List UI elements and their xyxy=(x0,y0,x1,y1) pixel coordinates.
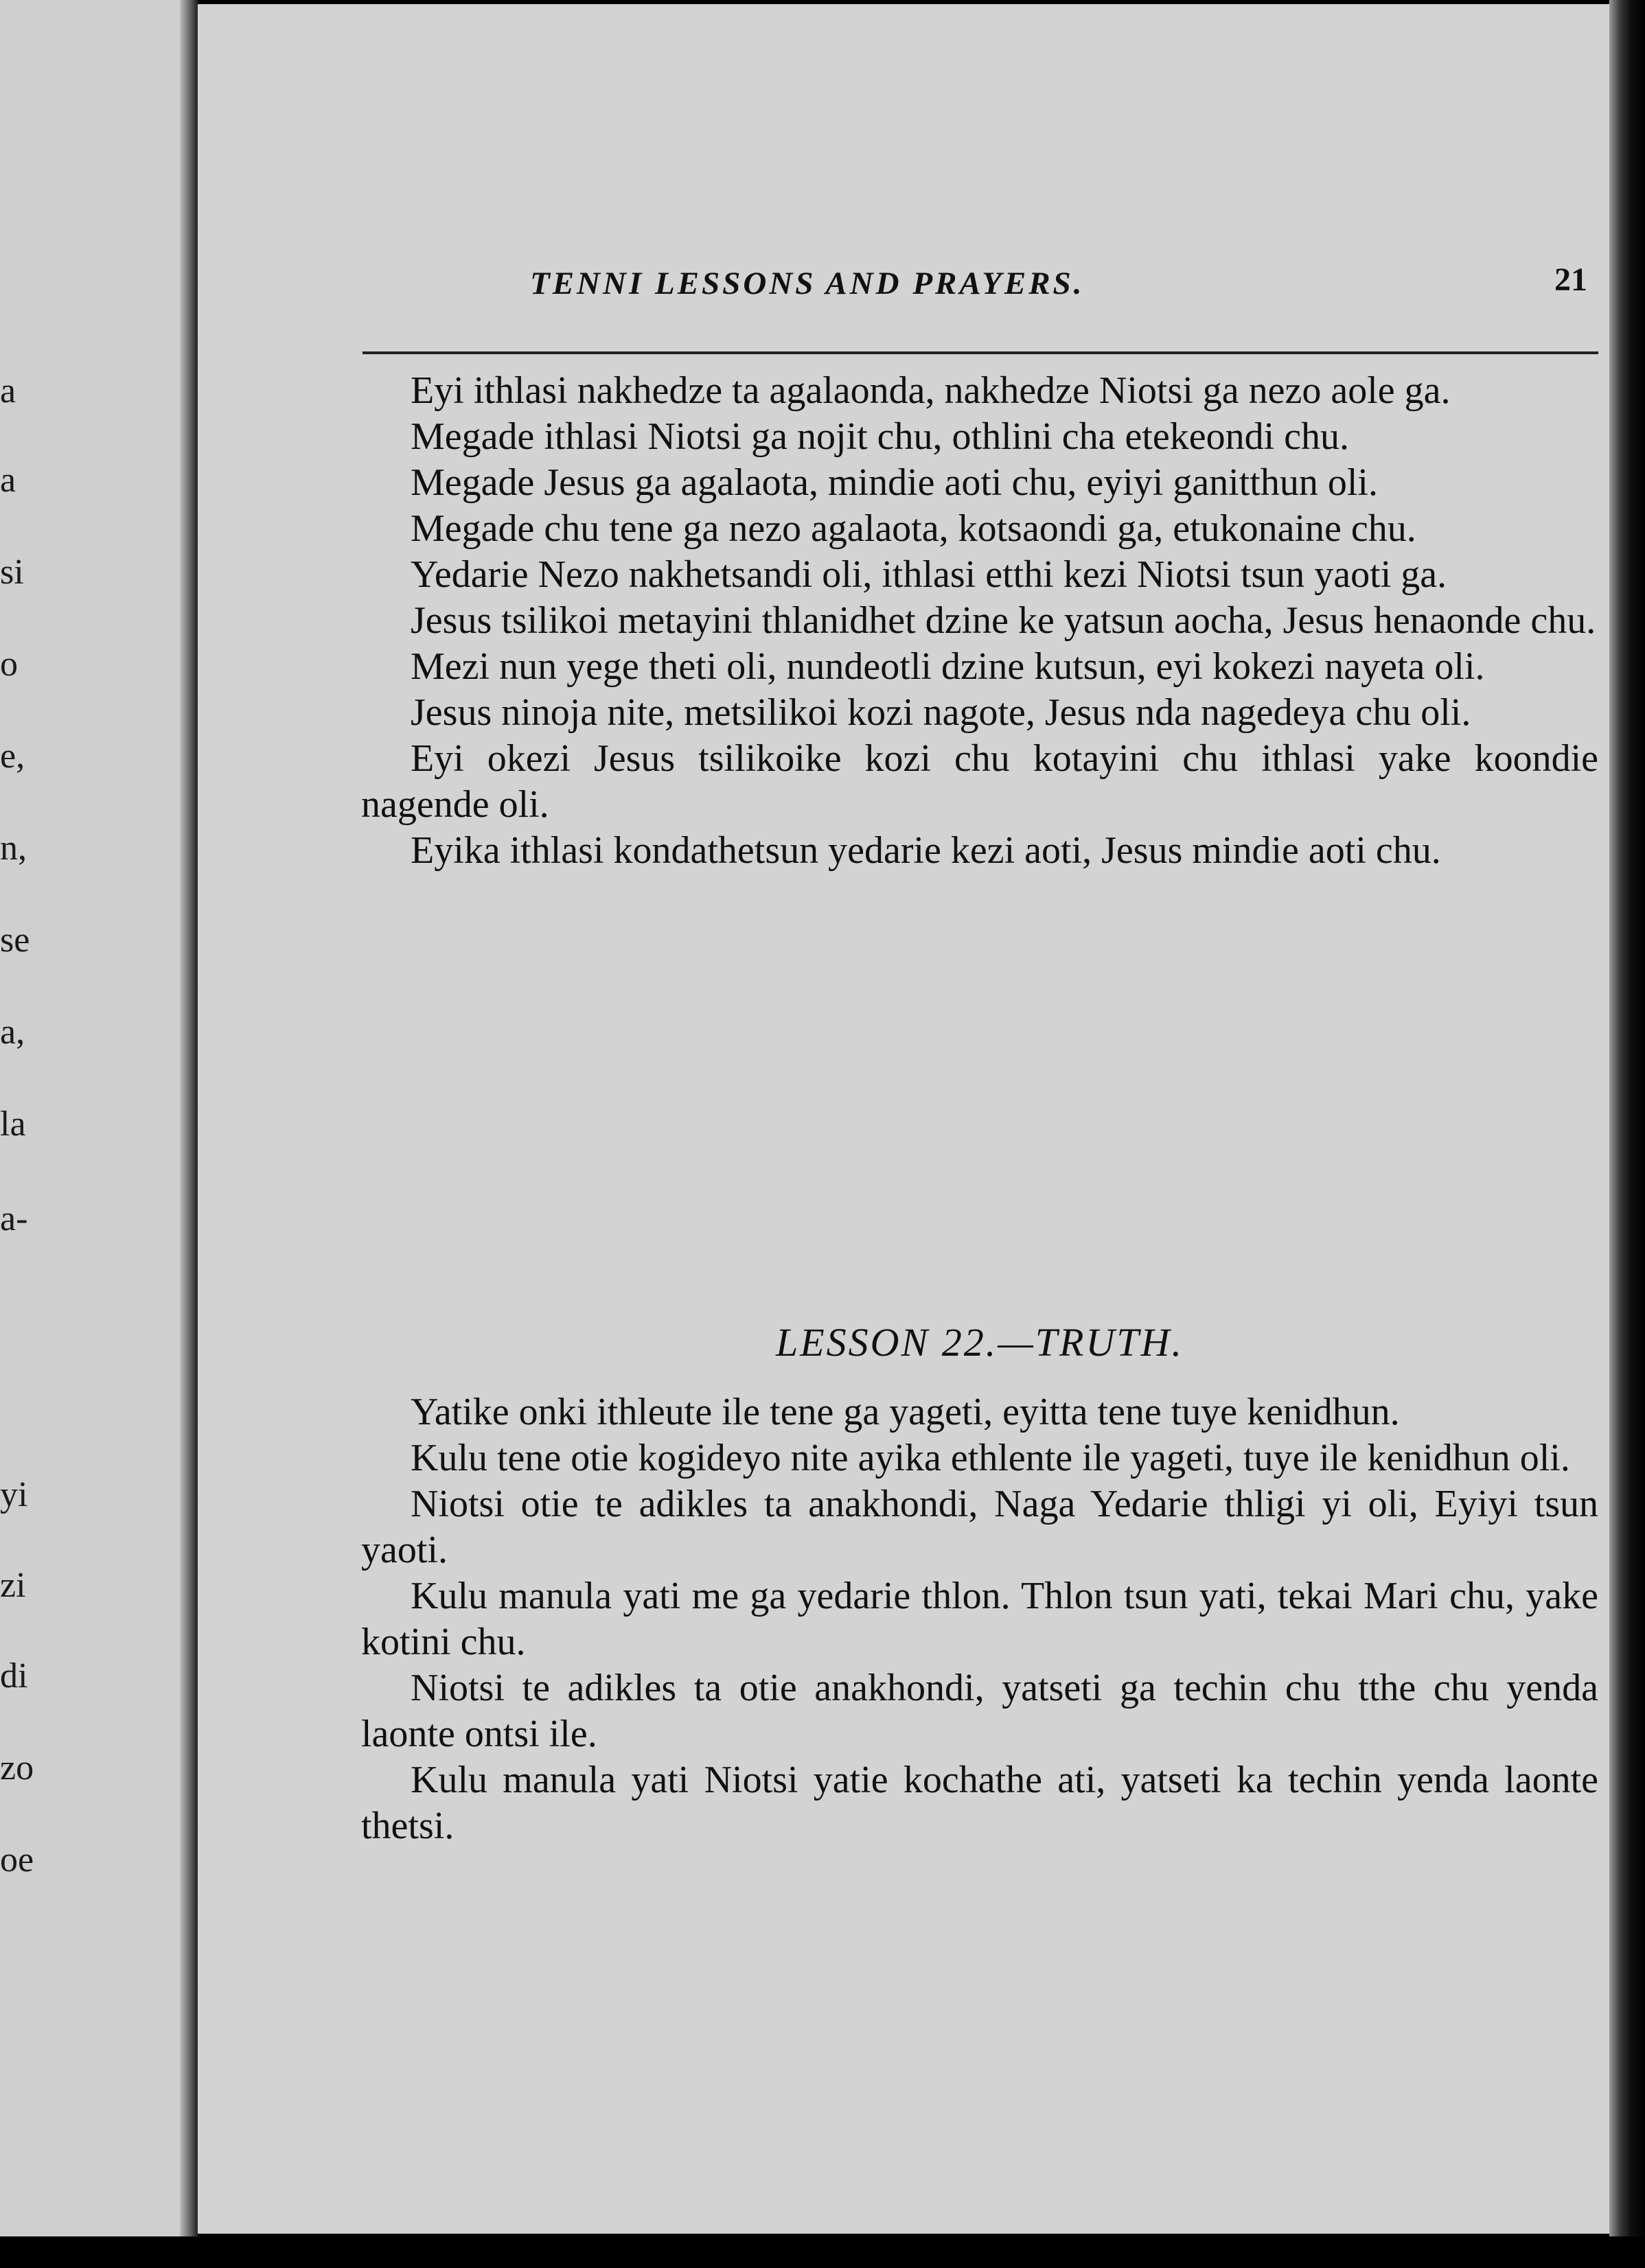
paragraph: Yedarie Nezo nakhetsandi oli, ithlasi etthi kezi Niotsi tsun yaoti ga. xyxy=(411,553,1447,596)
paragraph: Kulu tene otie kogideyo nite ayika ethlente ile yageti, tuye ile kenidhun oli. xyxy=(411,1437,1570,1479)
paragraph: Jesus ninoja nite, metsilikoi kozi nagote, Jesus nda nagedeya chu oli. xyxy=(411,691,1471,734)
left-fragment: a xyxy=(0,461,16,500)
right-page xyxy=(198,4,1612,2234)
left-fragment: o xyxy=(0,645,18,684)
paragraph: Yatike onki ithleute ile tene ga yageti, eyitta tene tuye kenidhun. xyxy=(411,1391,1400,1433)
paragraph: Kulu manula yati me ga yedarie thlon. Thlon tsun yati, tekai Mari chu, yake kotini chu. xyxy=(361,1575,1598,1663)
book-gutter xyxy=(180,0,196,2239)
left-fragment: a, xyxy=(0,1012,25,1052)
left-fragment: si xyxy=(0,553,24,592)
left-page-text-fragments xyxy=(0,0,194,2239)
left-fragment: yi xyxy=(0,1475,28,1514)
left-facing-page xyxy=(0,0,198,2239)
running-head xyxy=(530,262,1587,313)
lesson-heading: LESSON 22.—TRUTH. xyxy=(775,1320,1184,1365)
running-title: TENNI LESSONS AND PRAYERS. xyxy=(530,266,1085,301)
paragraph: Mezi nun yege theti oli, nundeotli dzine kutsun, eyi kokezi nayeta oli. xyxy=(411,645,1485,688)
header-rule xyxy=(363,351,1598,354)
left-fragment: a- xyxy=(0,1199,28,1238)
left-fragment: zo xyxy=(0,1748,34,1787)
paragraph: Eyi ithlasi nakhedze ta agalaonda, nakhedze Niotsi ga nezo aole ga. xyxy=(411,369,1451,412)
lower-text-block xyxy=(361,1389,1598,1849)
paragraph: Niotsi otie te adikles ta anakhondi, Naga Yedarie thligi yi oli, Eyiyi tsun yaoti. xyxy=(361,1483,1598,1571)
paragraph: Jesus tsilikoi metayini thlanidhet dzine ke yatsun aocha, Jesus henaonde chu. xyxy=(411,599,1596,642)
left-fragment: zi xyxy=(0,1566,26,1605)
left-fragment: la xyxy=(0,1104,26,1144)
left-fragment: a xyxy=(0,371,16,410)
page-number: 21 xyxy=(1554,262,1587,298)
paragraph: Megade Jesus ga agalaota, mindie aoti chu, eyiyi ganitthun oli. xyxy=(411,461,1378,504)
left-fragment: di xyxy=(0,1656,28,1696)
left-fragment: e, xyxy=(0,737,25,776)
bottom-border xyxy=(0,2236,1645,2268)
paragraph: Eyika ithlasi kondathetsun yedarie kezi aoti, Jesus mindie aoti chu. xyxy=(411,829,1441,872)
left-fragment: n, xyxy=(0,829,27,868)
paragraph: Niotsi te adikles ta otie anakhondi, yatseti ga techin chu tthe chu yenda laonte ontsi ile. xyxy=(361,1667,1598,1755)
page-edge-shadow xyxy=(1609,0,1645,2268)
paragraph: Megade ithlasi Niotsi ga nojit chu, othlini cha etekeondi chu. xyxy=(411,415,1350,458)
left-fragment: se xyxy=(0,921,30,960)
left-fragment: oe xyxy=(0,1840,34,1879)
paragraph: Eyi okezi Jesus tsilikoike kozi chu kotayini chu ithlasi yake koondie nagende oli. xyxy=(361,737,1598,826)
paragraph: Kulu manula yati Niotsi yatie kochathe ati, yatseti ka techin yenda laonte thetsi. xyxy=(361,1759,1598,1847)
upper-text-block xyxy=(361,368,1598,874)
paragraph: Megade chu tene ga nezo agalaota, kotsaondi ga, etukonaine chu. xyxy=(411,507,1416,550)
